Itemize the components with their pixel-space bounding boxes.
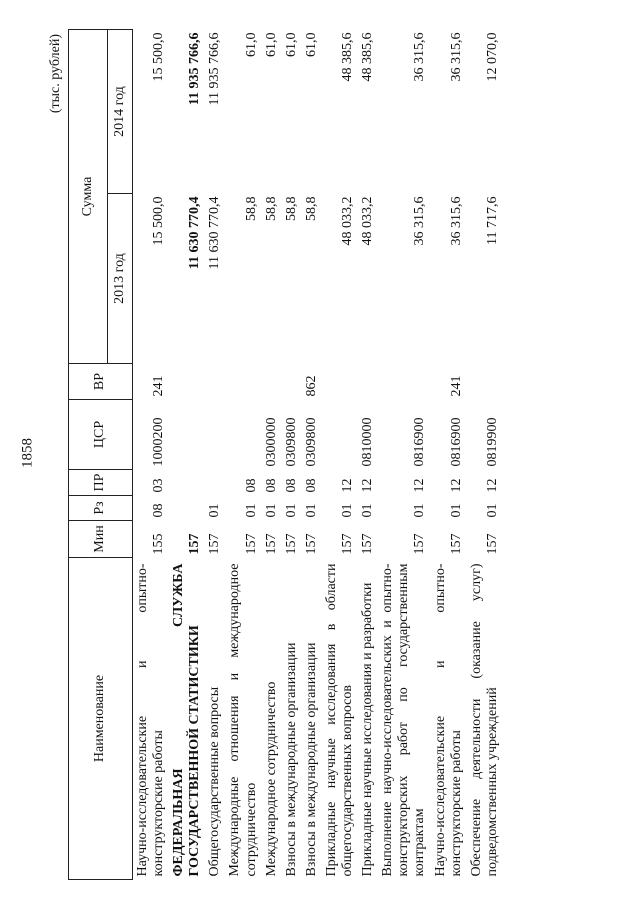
row-name: ФЕДЕРАЛЬНАЯ СЛУЖБА ГОСУДАРСТВЕННОЙ СТАТИСТИКИ — [171, 563, 203, 877]
header-rz: Рз — [69, 496, 133, 521]
row-sum-2014: 48 385,6 — [340, 32, 356, 82]
row-name: Научно-исследовательские и опытно-конструкторские работы — [432, 563, 464, 877]
row-min: 157 — [340, 533, 356, 555]
row-vr — [282, 364, 302, 400]
row-vr — [358, 364, 378, 400]
row-vr — [169, 364, 205, 400]
row-pr: 12 — [412, 478, 428, 493]
row-vr — [322, 364, 358, 400]
row-csr: 0819900 — [484, 417, 500, 467]
row-sum-2013: 58,8 — [283, 196, 299, 221]
row-rz: 01 — [360, 503, 376, 518]
row-pr: 08 — [283, 478, 299, 493]
row-name: Выполнение научно-исследовательских и опытно-конструкторских работ по государственным контрактам — [380, 563, 428, 877]
row-csr: 0309800 — [283, 417, 299, 467]
row-vr — [467, 364, 503, 400]
table-row — [358, 30, 378, 880]
row-name: Обеспечение деятельности (оказание услуг) подведомственных учреждений — [468, 563, 500, 877]
row-min: 157 — [263, 533, 279, 555]
row-min: 157 — [187, 533, 203, 555]
row-rz: 08 — [151, 503, 167, 518]
row-pr: 03 — [151, 478, 167, 493]
row-rz: 01 — [303, 503, 319, 518]
row-min: 157 — [360, 533, 376, 555]
row-sum-2014: 61,0 — [283, 32, 299, 57]
row-rz: 01 — [263, 503, 279, 518]
row-min: 157 — [283, 533, 299, 555]
row-sum-2014: 61,0 — [303, 32, 319, 57]
row-csr — [322, 400, 358, 470]
row-csr: 0816900 — [448, 417, 464, 467]
row-sum-2014: 61,0 — [263, 32, 279, 57]
row-vr: 241 — [151, 375, 167, 397]
row-pr: 12 — [360, 478, 376, 493]
row-csr: 0309800 — [303, 417, 319, 467]
table-row — [431, 30, 467, 880]
row-sum-2013: 36 315,6 — [412, 196, 428, 246]
row-min: 157 — [207, 533, 223, 555]
row-csr: 0300000 — [263, 417, 279, 467]
row-sum-2014: 11 935 766,6 — [187, 32, 203, 106]
row-name: Прикладные научные исследования и разработки — [360, 582, 376, 877]
row-pr: 08 — [243, 478, 259, 493]
row-sum-2014: 61,0 — [243, 32, 259, 57]
row-pr — [169, 470, 205, 496]
page-number: 1858 — [19, 438, 36, 468]
row-sum-2013: 48 033,2 — [340, 196, 356, 246]
row-sum-2014: 12 070,0 — [484, 32, 500, 82]
row-min: 157 — [303, 533, 319, 555]
row-min: 157 — [484, 533, 500, 555]
units-note: (тыс. рублей) — [48, 34, 63, 114]
row-name: Взносы в международные организации — [283, 642, 299, 877]
row-pr: 08 — [303, 478, 319, 493]
row-rz: 01 — [243, 503, 259, 518]
row-csr: 0816900 — [412, 417, 428, 467]
table-row — [322, 30, 358, 880]
row-rz: 01 — [484, 503, 500, 518]
row-rz: 01 — [207, 503, 223, 518]
row-sum-2013: 11 717,6 — [484, 196, 500, 245]
row-rz — [169, 496, 205, 521]
header-pr: ПР — [69, 470, 133, 496]
row-csr — [225, 400, 261, 470]
row-vr: 862 — [303, 375, 319, 397]
table-header-row — [69, 30, 108, 880]
row-sum-2014: 36 315,6 — [448, 32, 464, 82]
row-csr — [169, 400, 205, 470]
table-row — [169, 30, 205, 880]
row-sum-2013: 48 033,2 — [360, 196, 376, 246]
row-min: 157 — [243, 533, 259, 555]
table-row — [262, 30, 282, 880]
row-rz: 01 — [412, 503, 428, 518]
table-row — [467, 30, 503, 880]
row-name: Международные отношения и международное сотрудничество — [227, 563, 259, 877]
table-row — [225, 30, 261, 880]
row-pr: 12 — [484, 478, 500, 493]
table-row — [378, 30, 430, 880]
rotated-page — [48, 30, 633, 880]
row-sum-2014: 48 385,6 — [360, 32, 376, 82]
row-sum-2013: 11 630 770,4 — [207, 196, 223, 270]
row-sum-2013: 15 500,0 — [151, 196, 167, 246]
row-rz: 01 — [340, 503, 356, 518]
row-vr: 241 — [448, 375, 464, 397]
row-name: Общегосударственные вопросы — [207, 686, 223, 877]
row-name: Научно-исследовательские и опытно-конструкторские работы — [135, 563, 167, 877]
row-rz: 01 — [448, 503, 464, 518]
header-2013: 2013 год — [108, 194, 133, 364]
row-csr: 0810000 — [360, 417, 376, 467]
table-row — [205, 30, 225, 880]
row-sum-2013: 11 630 770,4 — [187, 196, 203, 270]
row-sum-2013: 36 315,6 — [448, 196, 464, 246]
row-min: 157 — [448, 533, 464, 555]
row-vr — [378, 364, 430, 400]
row-name: Международное сотрудничество — [263, 681, 279, 877]
budget-table — [68, 29, 503, 880]
header-min: Мин — [69, 521, 133, 558]
row-sum-2014: 36 315,6 — [412, 32, 428, 82]
row-vr — [262, 364, 282, 400]
row-name: Прикладные научные исследования в области общегосударственных вопросов — [323, 563, 356, 877]
row-min: 155 — [151, 533, 167, 555]
row-pr: 12 — [340, 478, 356, 493]
table-row — [133, 30, 170, 880]
row-vr — [205, 364, 225, 400]
table-row — [302, 30, 322, 880]
header-2014: 2014 год — [108, 30, 133, 194]
row-csr — [205, 400, 225, 470]
header-vr: ВР — [69, 364, 133, 400]
row-sum-2014: 15 500,0 — [151, 32, 167, 82]
row-sum-2013: 58,8 — [263, 196, 279, 221]
header-sum: Сумма — [69, 30, 108, 364]
row-sum-2013: 58,8 — [243, 196, 259, 221]
table-row — [282, 30, 302, 880]
row-pr — [205, 470, 225, 496]
header-name: Наименование — [69, 558, 133, 880]
row-rz: 01 — [283, 503, 299, 518]
row-pr: 12 — [448, 478, 464, 493]
row-sum-2014: 11 935 766,6 — [207, 32, 223, 106]
row-csr: 1000200 — [151, 417, 167, 467]
row-vr — [225, 364, 261, 400]
row-pr: 08 — [263, 478, 279, 493]
row-min: 157 — [412, 533, 428, 555]
header-csr: ЦСР — [69, 400, 133, 470]
row-name: Взносы в международные организации — [303, 642, 319, 877]
row-sum-2013: 58,8 — [303, 196, 319, 221]
